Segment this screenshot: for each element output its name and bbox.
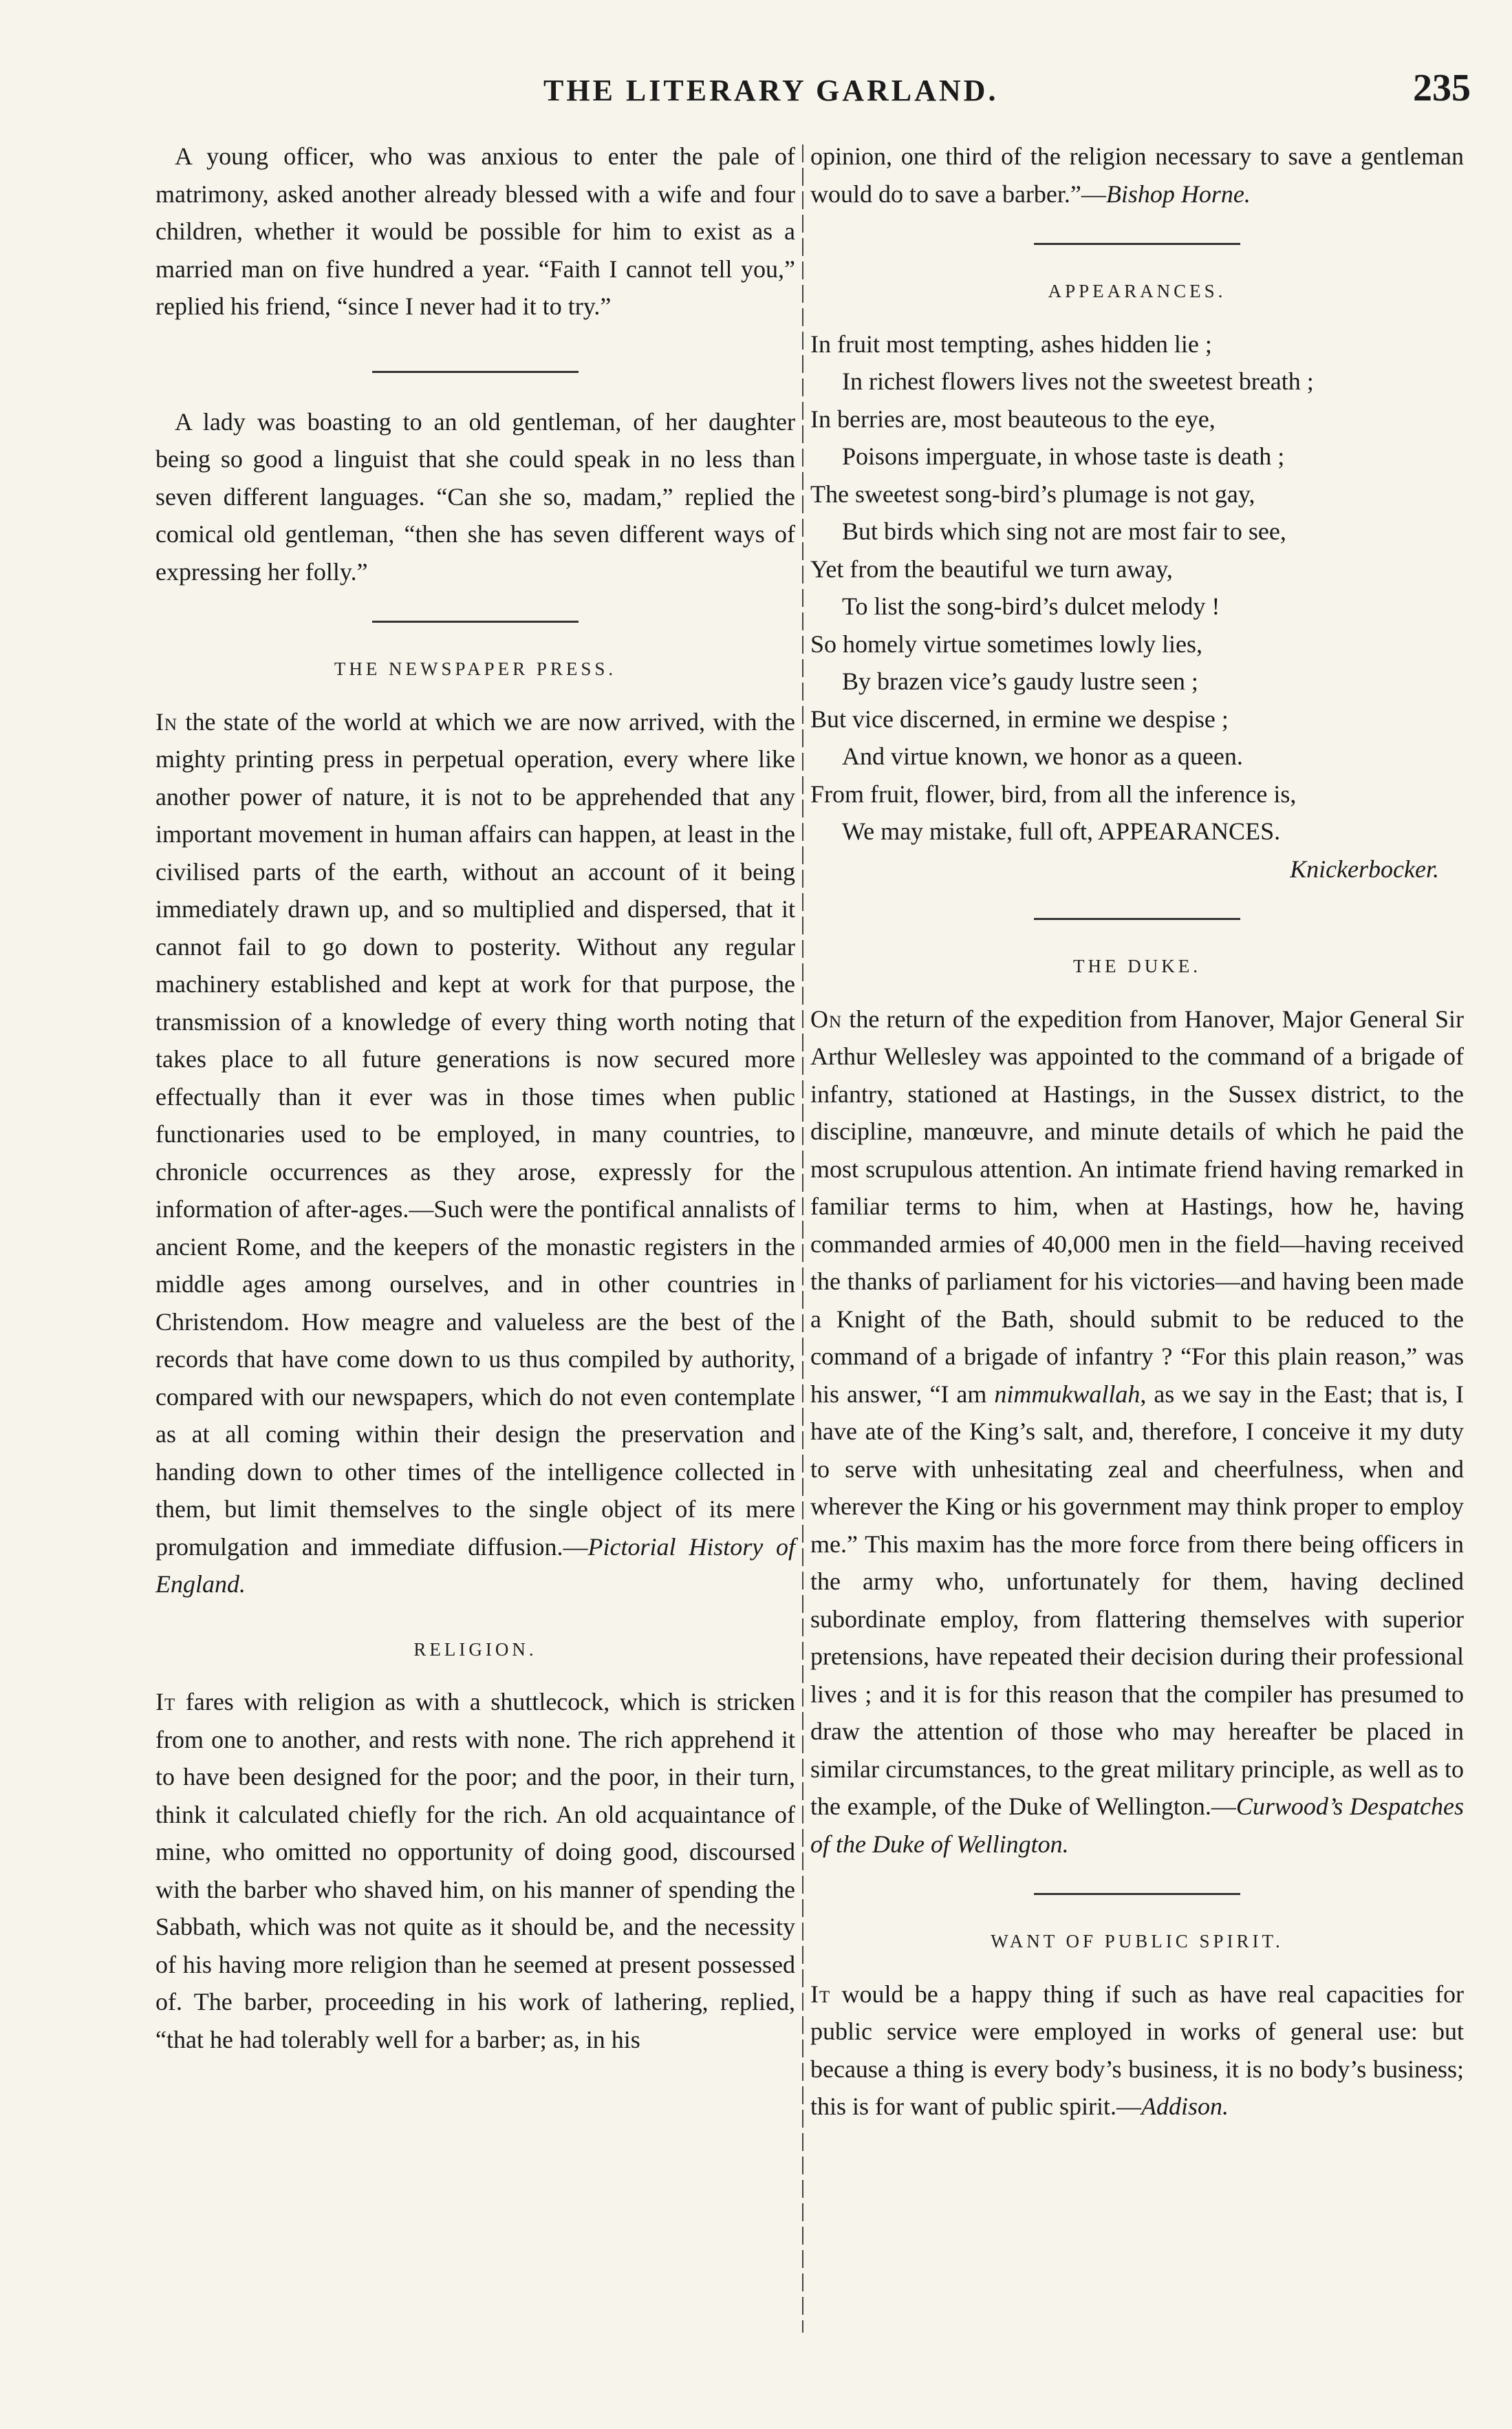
right-column [810, 138, 1464, 2126]
poem-line: By brazen vice’s gaudy lustre seen ; [842, 667, 1198, 695]
poem-line: To list the song-bird’s dulcet melody ! [842, 592, 1220, 620]
poem-line: We may mistake, full oft, APPEARANCES. [842, 817, 1281, 845]
heading-the-duke: THE DUKE. [1073, 956, 1201, 976]
article-body: fares with religion as with a shuttlecock, which is stricken from one to another, and rests with none. The rich apprehend it to have been designed for the poor; and the poor, in their turn, think it calculated chiefly for the rich. An old acquaintance of mine, who omitted no opportunity of doing good, discoursed with the barber who shaved him, on his manner of spending the Sabbath, which was not quite as it should be, and the necessity of his having more religion than he seemed at present possessed of. The barber, proceeding in his work of lathering, replied, “that he had tolerably well for a barber; as, in his [155, 1688, 795, 2053]
initial-word: On [810, 1005, 843, 1033]
article-body-2: , as we say in the East; that is, I have ate of the King’s salt, and, therefore, I conceive it my duty to serve with unhesitating zeal and cheerfulness, when and wherever the King or his government may think proper to employ me.” This maxim has the more force from there being officers in the army who, unfortunately for them, having declined subordinate employ, from flattering themselves with superior pretensions, have repeated their decision during their professional lives ; and it is for this reason that the compiler has presumed to draw the attention of those who may hereafter be placed in similar circumstances, to the great military principle, as well as to the example, of the Duke of Wellington.— [810, 1380, 1464, 1820]
poem-line: Yet from the beautiful we turn away, [810, 555, 1173, 583]
article-body: the return of the expedition from Hanover, Major General Sir Arthur Wellesley was appointed to the command of a brigade of infantry, stationed at Hastings, in the Sussex district, to the discipline, manœuvre, and minute details of which he paid the most scrupulous attention. An intimate friend having remarked in familiar terms to him, when at Hastings, how he, having commanded armies of 40,000 men in the field—having received the thanks of parliament for his victories—and having been made a Knight of the Bath, should submit to be reduced to the command of a brigade of infantry ? “For this plain reason,” was his answer, “I am [810, 1005, 1464, 1408]
article-body: the state of the world at which we are now arrived, with the mighty printing press in perpetual operation, every where like another power of nature, it is not to be apprehended that any important movement in human affairs can happen, at least in the civilised parts of the earth, without an account of it being immediately drawn up, and so multiplied and dispersed, that it cannot fail to go down to posterity. Without any regular machinery established and kept at work for that purpose, the transmission of a knowledge of every thing worth noting that takes place to all future generations is now secured more effectually than it ever was in those times when public functionaries used to be employed, in many countries, to chronicle occurrences as they arose, expressly for the information of after-ages.—Such were the pontifical annalists of ancient Rome, and the keepers of the monastic registers in the middle ages among ourselves, and in other countries in Christendom. How meagre and valueless are the best of the records that have come down to us thus compiled by authority, compared with our newspapers, which do not even contemplate as at all coming within their design the preservation and handing down to other times of the intelligence collected in them, but limit themselves to the single object of its mere promulgation and immediate diffusion.— [155, 707, 795, 1561]
running-head [0, 66, 1512, 114]
heading-appearances: APPEARANCES. [1048, 281, 1227, 301]
page-number: 235 [1413, 67, 1471, 109]
article-the-duke [810, 1001, 1464, 1863]
article-newspaper-press [155, 703, 795, 1603]
article-source: Curwood’s Despatches of the Duke of Wellington. [810, 1793, 1464, 1858]
article-public-spirit [810, 1976, 1464, 2126]
initial-word: It [155, 1688, 176, 1715]
poem-line: But vice discerned, in ermine we despise ; [810, 705, 1229, 733]
running-title: THE LITERARY GARLAND. [543, 74, 999, 107]
left-column [155, 138, 795, 2058]
article-source: Addison. [1141, 2093, 1229, 2120]
poem-line: In berries are, most beauteous to the eye, [810, 405, 1216, 433]
column-divider [802, 145, 803, 2333]
article-religion [155, 1683, 795, 2058]
poem-signature: Knickerbocker. [1290, 855, 1439, 883]
article-body: opinion, one third of the religion necessary to save a gentleman would do to save a barber.”— [810, 142, 1464, 208]
poem-line: From fruit, flower, bird, from all the inference is, [810, 780, 1297, 808]
poem-line: And virtue known, we honor as a queen. [842, 742, 1243, 770]
article-source: Bishop Horne. [1105, 180, 1251, 208]
poem-appearances [810, 325, 1464, 888]
poem-line: The sweetest song-bird’s plumage is not gay, [810, 480, 1255, 508]
poem-line: But birds which sing not are most fair to see, [842, 517, 1286, 545]
section-rule [1034, 243, 1240, 245]
anecdote-officer: A young officer, who was anxious to enter the pale of matrimony, asked another already blessed with a wife and four children, whether it would be possible for him to exist as a married man on five hundred a year. “Faith I cannot tell you,” replied his friend, “since I never had it to try.” [155, 142, 795, 320]
anecdote-lady: A lady was boasting to an old gentleman, of her daughter being so good a linguist that she could speak in no less than seven different languages. “Can she so, madam,” replied the comical old gentleman, “then she has seven different ways of expressing her folly.” [155, 407, 795, 586]
poem-line: Poisons imperguate, in whose taste is death ; [842, 442, 1285, 470]
article-body: would be a happy thing if such as have real capacities for public service were employed in works of general use: but because a thing is every body’s business, it is no body’s business; this is for want of public spirit.— [810, 1980, 1464, 2120]
section-rule [1034, 1893, 1240, 1895]
section-rule [1034, 918, 1240, 920]
article-religion-continued [810, 138, 1464, 213]
poem-line: So homely virtue sometimes lowly lies, [810, 630, 1202, 658]
heading-public-spirit: WANT OF PUBLIC SPIRIT. [991, 1931, 1284, 1951]
poem-line: In richest flowers lives not the sweetest breath ; [842, 367, 1314, 395]
poem-line: In fruit most tempting, ashes hidden lie ; [810, 330, 1212, 358]
heading-religion: RELIGION. [413, 1638, 537, 1660]
initial-word: In [155, 707, 178, 736]
article-source: Pictorial History of England. [155, 1532, 795, 1598]
italic-word: nimmukwallah [994, 1380, 1141, 1408]
section-rule [372, 621, 579, 623]
initial-word: It [810, 1980, 831, 2008]
heading-newspaper-press: THE NEWSPAPER PRESS. [334, 659, 617, 679]
